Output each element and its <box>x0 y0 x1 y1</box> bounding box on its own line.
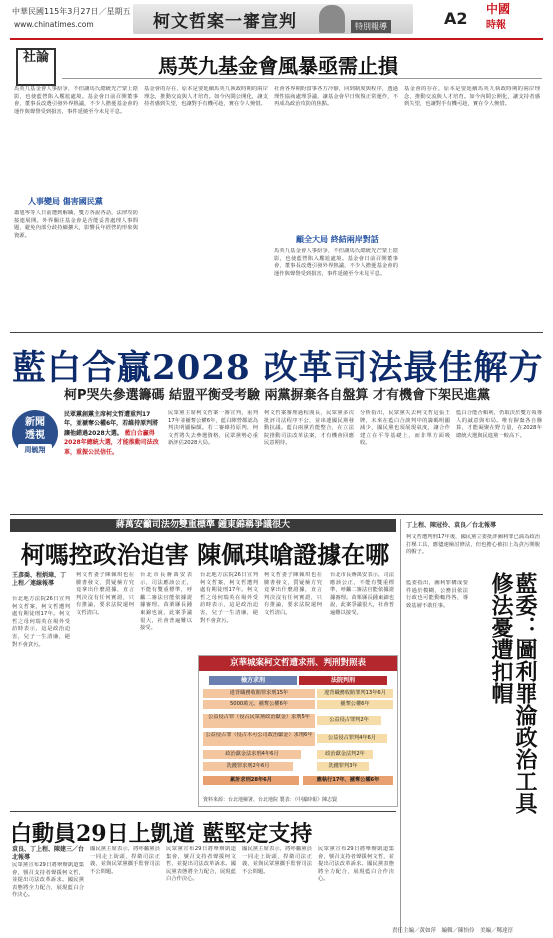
masthead <box>0 0 553 38</box>
news-analysis-badge <box>12 410 58 456</box>
story3-column-1: 民眾黨宣布29日將舉辦凱道集會，號召支持者聲援柯文哲，並提出司法改革訴求。國民黨表態將全力配合，展現藍白合作決心。 <box>12 862 84 899</box>
court-bar: 政治獻金法判2年 <box>317 750 373 759</box>
side-column-1: 藍委指出，圖利罪構成要件過於模糊，公務員依法行政也可能動輒得咎，導致基層不敢任事。 <box>406 580 468 609</box>
court-bar: 公益侵占罪判4年6月 <box>317 734 387 743</box>
prosecution-bar: 公益侵占罪（侵占木可公司政治獻金）求刑6年 <box>203 732 315 746</box>
section-divider <box>10 332 543 333</box>
editorial-rule <box>62 78 542 79</box>
prosecution-total: 累計求刑28年6月 <box>203 776 299 785</box>
badge-line-2: 透視 <box>25 430 45 441</box>
story3-column-3: 民眾黨宣布29日將舉辦凱道集會，號召支持者聲援柯文哲，並提出司法改革訴求。國民黨表態將全力配合，展現藍白合作決心。 <box>166 846 236 883</box>
lead-headline: 藍白合贏2028 改革司法最佳解方 <box>12 348 544 388</box>
story2-kicker: 蔣萬安籲司法勿雙重標準 鍾東錦稱爭議很大 <box>10 519 396 532</box>
section-divider-3 <box>10 811 396 812</box>
lead-column-1: 民眾黨主席柯文哲案一審宣判，重判17年並褫奪公權6年，藍白陣營都認為判決明顯偏頗。若二審維持原判，柯文哲將失去參選資格，民眾黨勢必重新評估2028大局。 <box>168 410 258 447</box>
website-url[interactable]: www.chinatimes.com <box>14 20 94 29</box>
editorial-column-2: 基金會的存在，原本是要延續馬英九執政時期的兩岸理念，推動交流與人才培育。如今內鬨公開化，讓支持者感到失望，也讓對手有機可趁，實在令人惋惜。 <box>144 86 268 108</box>
badge-author: 周毓翔 <box>18 444 52 457</box>
lead-column-3: 分析指出，民眾黨失去柯文哲這張王牌，未來在藍白合談判中的籌碼明顯減少，國民黨也須展現氣度，讓合作建立在平等基礎上，而非單方面吸收。 <box>360 410 450 447</box>
section-banner-title: 柯文哲案一審宣判 <box>153 12 297 32</box>
page-credits: 責任主編／黃如萍 編輯／陳怡伶 美編／鄭達淳 <box>392 928 514 934</box>
lead-deck: 柯P哭失參選籌碼 結盟平衡受考驗 兩黨摒棄各自盤算 才有機會下架民進黨 <box>63 388 491 403</box>
table-source: 資料來源：台北地檢署、台北地院 製表：《中國時報》陳志賢 <box>203 797 338 803</box>
logo-line-2: 時報 <box>486 20 506 31</box>
editorial-title: 馬英九基金會風暴亟需止損 <box>158 54 398 78</box>
court-bar: 洗錢罪判3年 <box>317 762 369 771</box>
story3-column-5: 民眾黨宣布29日將舉辦凱道集會，號召支持者聲援柯文哲，並提出司法改革訴求。國民黨表態將全力配合，展現藍白合作決心。 <box>318 846 394 883</box>
section-tag: 特別報導 <box>351 20 391 33</box>
prosecution-bar: 5000萬元、褫奪公權6年 <box>203 700 315 709</box>
newspaper-logo <box>486 3 540 33</box>
column-divider <box>400 519 401 933</box>
story2-byline: 王彥喬、程炳璋、丁上程／連線報導 <box>12 572 67 587</box>
court-bar: 公益侵占罪判2年 <box>317 716 381 725</box>
lead-summary <box>64 410 162 457</box>
prosecution-bar: 公益侵占罪（侵占民眾黨政治獻金）求刑5年 <box>203 714 315 728</box>
side-intro: 柯文哲遭判刑17年後，國民黨立委批評圖利罪已淪為政治打壓工具，應儘速檢討修法，但也擔心被扣上為貪污開脫的帽子。 <box>406 534 540 556</box>
story2-headline: 柯嗎控政治迫害 陳佩琪嗆證據在哪 <box>20 540 390 569</box>
story2-column-6: 台北市長蔣萬安表示，司法應該公正，不能有雙重標準，呼籲二審法官能依據證據審理。苗栗縣長鍾東錦也說，此案爭議很大，社會普遍難以接受。 <box>330 572 394 616</box>
editorial-column-3: 社會各界期盼當事各方冷靜，回到制度與程序，透過理性協商處理爭議，讓基金會早日恢復正常運作，不再成為政治攻防的焦點。 <box>274 86 398 108</box>
portrait-photo <box>319 5 345 33</box>
prosecution-bar: 違背職務收賄罪求刑15年 <box>203 689 315 698</box>
story2-column-5: 柯文哲妻子陳佩琪也在臉書發文，質疑檢方究竟拿出什麼證據，直言判決沒有任何實證，只有推論，要求法院還柯文哲清白。 <box>264 572 322 616</box>
court-bar: 褫奪公權6年 <box>317 700 393 709</box>
court-total: 應執行17年、褫奪公權6年 <box>303 776 393 785</box>
story3-column-2: 國民黨主席表示，將呼籲黨員一同走上街頭，捍衛司法正義，並與民眾黨攜手監督司法不公問題。 <box>90 846 160 875</box>
court-header: 法院判刑 <box>299 676 387 685</box>
lead-summary-b: 藍白合贏得2028年總統大選，才能推動司法改革，重振公民信任。 <box>64 429 159 456</box>
badge-line-1: 新聞 <box>25 417 45 428</box>
story3-headline: 白動員29日上凱道 藍堅定支持 <box>10 821 313 847</box>
editorial-column-1b: 蕭旭岑等人日前遭到解職，雙方各說各話，法律攻防接連展開。外界關注基金會是否能妥善處理人事問題，避免內部分歧持續擴大，影響長年經營的形象與資源。 <box>14 210 138 239</box>
issue-date: 中華民國115年3月27日／星期五 <box>12 7 131 16</box>
story2-column-4: 台北地方法院26日宣判柯文哲案，柯文哲遭判處有期徒刑17年。柯文哲之母何瑞英在場外受訪時表示，這是政治迫害，兒子一生清廉，絕對不會貪污。 <box>200 572 258 624</box>
side-headline: 藍委：圖利罪淪政治工具 修法憂遭扣帽 <box>488 572 538 814</box>
side-byline: 丁上程、陳冠伶、袁良／台北報導 <box>406 522 497 529</box>
story2-column-3: 台北市長蔣萬安表示，司法應該公正，不能有雙重標準，呼籲二審法官能依據證據審理。苗栗縣長鍾東錦也說，此案爭議很大，社會普遍難以接受。 <box>140 572 192 632</box>
section-divider-2 <box>10 514 543 515</box>
editorial-column-4: 基金會的存在，原本是要延續馬英九執政時期的兩岸理念，推動交流與人才培育。如今內鬨公開化，讓支持者感到失望，也讓對手有機可趁，實在令人惋惜。 <box>404 86 540 108</box>
editorial-seal: 社論 <box>16 48 56 86</box>
lead-column-2: 柯文哲案審理過程漫長，民眾黨多次批評司法程序不公，並串連國民黨發動抗議。藍白兩黨若能整合，在立法院推動司法改革法案，才有機會回應民意期待。 <box>264 410 354 447</box>
court-bar: 違背職務收賄罪判13年6月 <box>317 689 393 698</box>
story2-column-1: 台北地方法院26日宣判柯文哲案，柯文哲遭判處有期徒刑17年。柯文哲之母何瑞英在場外受訪時表示，這是政治迫害，兒子一生清廉，絕對不會貪污。 <box>12 596 70 648</box>
editorial-column-3b: 馬英九基金會人事紛爭，不但讓馬氏總統光芒蒙上陰影，也使藍營陷入尷尬處境。基金會日前召開董事會，董事長改選引發外界熱議，不少人擔憂基金會的運作與聲譽受到損害，事件延燒至今未見平息。 <box>274 248 398 277</box>
sentence-comparison-table <box>198 655 398 807</box>
lead-column-4: 藍白合能否順利，仍取決於雙方領導人的誠意與布局。唯有摒棄各自盤算，才能凝聚在野力量，在2028年總統大選與民進黨一較高下。 <box>456 410 542 439</box>
masthead-rule <box>10 38 543 40</box>
prosecution-bar: 政治獻金法求刑4年6月 <box>203 750 301 759</box>
prosecution-header: 檢方求刑 <box>209 676 297 685</box>
story3-column-4: 國民黨主席表示，將呼籲黨員一同走上街頭，捍衛司法正義，並與民眾黨攜手監督司法不公問題。 <box>242 846 312 875</box>
table-title: 京華城案柯文哲遭求刑、判刑對照表 <box>199 656 397 671</box>
prosecution-bar: 洗錢罪求刑2年6月 <box>203 762 293 771</box>
logo-line-1: 中國 <box>486 2 511 16</box>
page-number: A2 <box>444 9 468 28</box>
lead-summary-a: 民眾黨創黨主席柯文哲遭重判17年，並褫奪公權6年，若維持原判將讓他錯過2028大選。 <box>64 411 159 437</box>
story3-byline: 袁良、丁上程、陳建三／台北報導 <box>12 846 85 861</box>
section-banner <box>133 4 413 34</box>
story2-column-2: 柯文哲妻子陳佩琪也在臉書發文，質疑檢方究竟拿出什麼證據，直言判決沒有任何實證，只有推論，要求法院還柯文哲清白。 <box>76 572 134 616</box>
editorial-subhead-2: 顧全大局 終結兩岸對話 <box>296 235 379 244</box>
editorial-subhead-1: 人事變局 傷害國民黨 <box>28 197 103 206</box>
editorial-column-1: 馬英九基金會人事紛爭，不但讓馬氏總統光芒蒙上陰影，也使藍營陷入尷尬處境。基金會日前召開董事會，董事長改選引發外界熱議，不少人擔憂基金會的運作與聲譽受到損害，事件延燒至今未見平息。 <box>14 86 138 115</box>
